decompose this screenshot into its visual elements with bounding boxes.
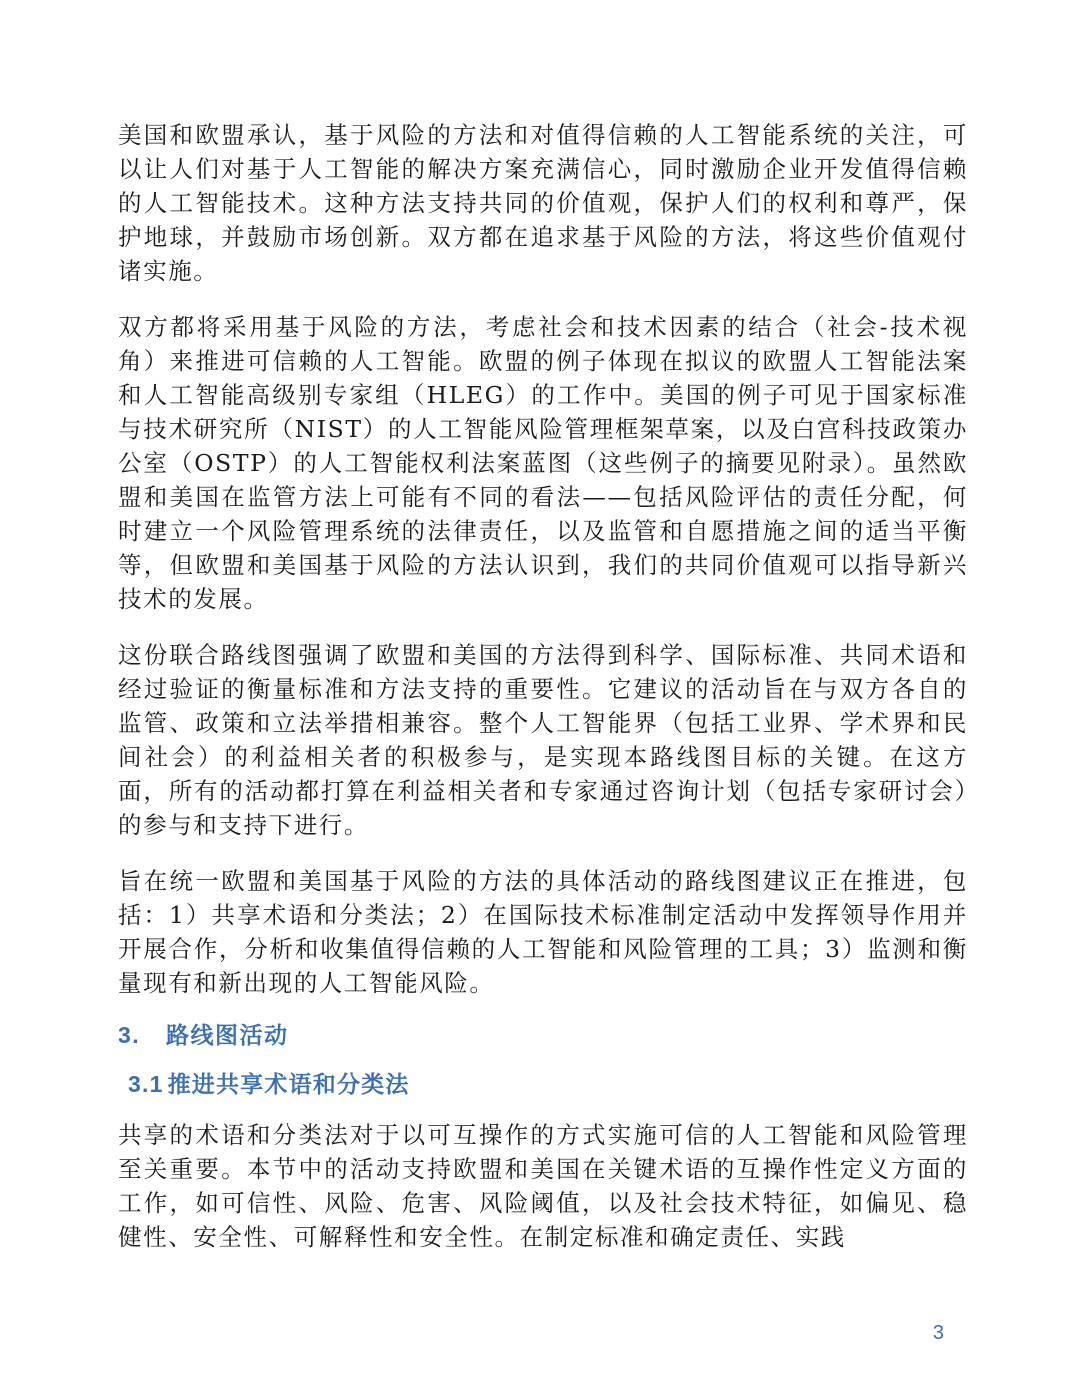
paragraph-3: 这份联合路线图强调了欧盟和美国的方法得到科学、国际标准、共同术语和经过验证的衡量标准和方法支持的重要性。它建议的活动旨在与双方各自的监管、政策和立法举措相兼容。整个人工智能界（包括工业界、学术界和民间社会）的利益相关者的积极参与，是实现本路线图目标的关键。在这方面，所有的活动都打算在利益相关者和专家通过咨询计划（包括专家研讨会）的参与和支持下进行。 bbox=[118, 641, 968, 839]
paragraph-5: 共享的术语和分类法对于以可互操作的方式实施可信的人工智能和风险管理至关重要。本节中的活动支持欧盟和美国在关键术语的互操作性定义方面的工作，如可信性、风险、危害、风险阈值，以及社会技术特征，如偏见、稳健性、安全性、可解释性和安全性。在制定标准和确定责任、实践 bbox=[118, 1121, 968, 1251]
subsection-heading bbox=[128, 1067, 968, 1102]
page-number: 3 bbox=[932, 1322, 944, 1344]
page-content bbox=[118, 118, 968, 1254]
section-heading bbox=[118, 1018, 968, 1053]
section-number: 3. bbox=[118, 1022, 141, 1048]
subsection-number: 3.1 bbox=[128, 1071, 164, 1097]
paragraph-1: 美国和欧盟承认，基于风险的方法和对值得信赖的人工智能系统的关注，可以让人们对基于人工智能的解决方案充满信心，同时激励企业开发值得信赖的人工智能技术。这种方法支持共同的价值观，保护人们的权利和尊严，保护地球，并鼓励市场创新。双方都在追求基于风险的方法，将这些价值观付诸实施。 bbox=[118, 121, 968, 285]
paragraph-4: 旨在统一欧盟和美国基于风险的方法的具体活动的路线图建议正在推进，包括：1）共享术语和分类法；2）在国际技术标准制定活动中发挥领导作用并开展合作，分析和收集值得信赖的人工智能和风险管理的工具；3）监测和衡量现有和新出现的人工智能风险。 bbox=[118, 867, 968, 997]
section-title: 路线图活动 bbox=[166, 1023, 289, 1049]
subsection-title: 推进共享术语和分类法 bbox=[167, 1072, 410, 1098]
paragraph-2: 双方都将采用基于风险的方法，考虑社会和技术因素的结合（社会-技术视角）来推进可信赖的人工智能。欧盟的例子体现在拟议的欧盟人工智能法案和人工智能高级别专家组（HLEG）的工作中。美国的例子可见于国家标准与技术研究所（NIST）的人工智能风险管理框架草案，以及白宫科技政策办公室（OSTP）的人工智能权利法案蓝图（这些例子的摘要见附录）。虽然欧盟和美国在监管方法上可能有不同的看法——包括风险评估的责任分配，何时建立一个风险管理系统的法律责任，以及监管和自愿措施之间的适当平衡等，但欧盟和美国基于风险的方法认识到，我们的共同价值观可以指导新兴技术的发展。 bbox=[118, 313, 968, 613]
